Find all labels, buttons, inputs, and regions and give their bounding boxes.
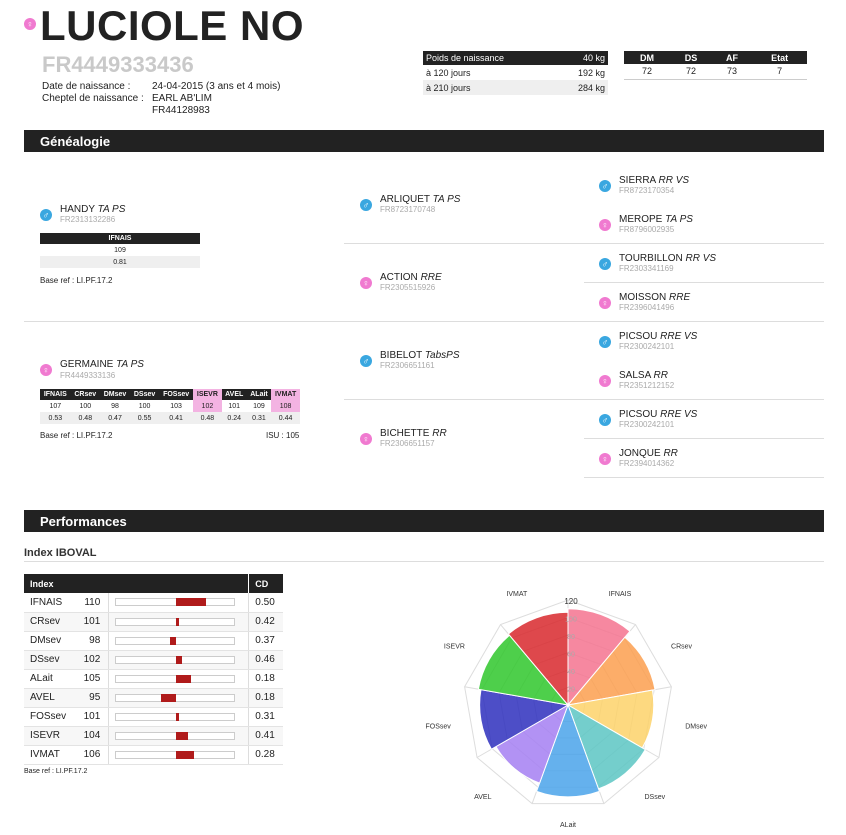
index-bar bbox=[109, 593, 249, 612]
birth-herd-id: FR44128983 bbox=[152, 105, 210, 116]
grandparent-name-id: FR8723170748 bbox=[380, 205, 436, 214]
sire-id: FR2313132286 bbox=[60, 215, 116, 224]
index-bar-fill bbox=[176, 598, 206, 606]
index-label: DSsev bbox=[24, 650, 75, 669]
dam-index-col: DSsev bbox=[130, 389, 159, 400]
dam-index-col: AVEL bbox=[222, 389, 247, 400]
female-icon: ♀ bbox=[599, 453, 611, 465]
divider bbox=[584, 321, 824, 322]
index-label: AVEL bbox=[24, 688, 75, 707]
great-grandparent-name-id: FR8723170354 bbox=[619, 186, 675, 195]
index-value: 72 bbox=[624, 64, 670, 79]
great-grandparent-name-id: FR2351212152 bbox=[619, 381, 675, 390]
index-bar-fill bbox=[176, 713, 179, 721]
weight-row-value: 284 kg bbox=[556, 80, 608, 95]
category-label: AVEL bbox=[474, 794, 492, 802]
grandparent-name[interactable]: ARLIQUET TA PS bbox=[380, 194, 461, 205]
category-label: DSsev bbox=[644, 794, 666, 802]
dam-index-cd: 0.47 bbox=[100, 412, 130, 424]
sire-name[interactable]: HANDY TA PS bbox=[60, 204, 126, 215]
female-icon: ♀ bbox=[599, 219, 611, 231]
great-grandparent-name[interactable]: PICSOU RRE VS bbox=[619, 409, 698, 420]
birth-date-value: 24-04-2015 (3 ans et 4 mois) bbox=[152, 81, 281, 92]
great-grandparent-name[interactable]: SALSA RR bbox=[619, 370, 668, 381]
index-value: 73 bbox=[712, 64, 752, 79]
great-grandparent-name[interactable]: TOURBILLON RR VS bbox=[619, 253, 717, 264]
index-cd: 0.42 bbox=[249, 612, 283, 631]
radial-tick-label: 40 bbox=[567, 669, 575, 676]
great-grandparent-name[interactable]: JONQUE RR bbox=[619, 448, 678, 459]
animal-id: FR4449333436 bbox=[42, 52, 194, 77]
divider bbox=[584, 282, 824, 283]
index-bar-fill bbox=[161, 694, 176, 702]
index-bar bbox=[109, 612, 249, 631]
cd-header: CD bbox=[249, 574, 283, 593]
iboval-row bbox=[24, 745, 283, 764]
index-value: 101 bbox=[75, 707, 108, 726]
index-col-header: DM bbox=[624, 51, 670, 64]
iboval-base-ref: Base ref : LI.PF.17.2 bbox=[24, 768, 88, 775]
male-icon: ♂ bbox=[599, 414, 611, 426]
dam-base-ref: Base ref : LI.PF.17.2 bbox=[40, 431, 113, 440]
iboval-row bbox=[24, 593, 283, 612]
radial-tick-label: 20 bbox=[567, 686, 575, 694]
index-bar-fill bbox=[170, 637, 176, 645]
male-icon: ♂ bbox=[599, 258, 611, 270]
animal-name: LUCIOLE NO bbox=[40, 2, 304, 49]
female-icon: ♀ bbox=[360, 277, 372, 289]
weight-row-label: à 120 jours bbox=[426, 67, 471, 78]
radial-tick-label: 100 bbox=[565, 616, 577, 624]
index-bar-fill bbox=[176, 751, 194, 759]
iboval-row bbox=[24, 669, 283, 688]
index-label: DMsev bbox=[24, 631, 75, 650]
dam-index-col: ALait bbox=[247, 389, 271, 400]
index-bar-track bbox=[115, 618, 235, 626]
weights-birth: 40 kg bbox=[556, 51, 608, 65]
birth-herd-value: EARL AB'LIM bbox=[152, 93, 212, 104]
great-grandparent-name-id: FR8796002935 bbox=[619, 225, 675, 234]
divider bbox=[584, 438, 824, 439]
index-label: ISEVR bbox=[24, 726, 75, 745]
divider bbox=[584, 399, 824, 400]
index-value: 101 bbox=[75, 612, 108, 631]
weights-title: Poids de naissance bbox=[423, 51, 556, 65]
index-cd: 0.46 bbox=[249, 650, 283, 669]
index-value: 105 bbox=[75, 669, 108, 688]
divider bbox=[24, 561, 824, 562]
index-bar-track bbox=[115, 751, 235, 759]
dam-index-col: IFNAIS bbox=[40, 389, 71, 400]
dam-index-col: FOSsev bbox=[159, 389, 193, 400]
female-icon: ♀ bbox=[599, 375, 611, 387]
weights-table bbox=[423, 51, 608, 95]
category-label: DMsev bbox=[685, 723, 707, 731]
grandparent-name[interactable]: BICHETTE RR bbox=[380, 428, 447, 439]
dam-index-value: 100 bbox=[79, 402, 92, 410]
index-bar bbox=[109, 650, 249, 669]
dam-index-col: CRsev bbox=[71, 389, 100, 400]
divider bbox=[584, 243, 824, 244]
female-icon: ♀ bbox=[24, 18, 36, 30]
category-label: ALait bbox=[560, 822, 576, 829]
index-value: 95 bbox=[75, 688, 108, 707]
iboval-title: Index IBOVAL bbox=[24, 547, 97, 559]
radial-tick-label: 60 bbox=[567, 651, 575, 659]
sire-ifnais-table bbox=[40, 233, 200, 268]
dam-index-cd: 0.31 bbox=[247, 412, 271, 424]
index-bar bbox=[109, 707, 249, 726]
dam-index-cd: 0.24 bbox=[222, 412, 247, 424]
male-icon: ♂ bbox=[599, 336, 611, 348]
dam-index-value: 109 bbox=[253, 402, 265, 410]
index-cd: 0.41 bbox=[249, 726, 283, 745]
grandparent-name-id: FR2306651161 bbox=[380, 361, 435, 370]
sire-base-ref: Base ref : LI.PF.17.2 bbox=[40, 276, 113, 285]
index-bar-track bbox=[115, 675, 235, 683]
index-cd: 0.28 bbox=[249, 745, 283, 764]
index-bar-fill bbox=[176, 618, 179, 626]
great-grandparent-name[interactable]: SIERRA RR VS bbox=[619, 175, 690, 186]
male-icon: ♂ bbox=[360, 199, 372, 211]
dam-isu: ISU : 105 bbox=[266, 431, 300, 440]
male-icon: ♂ bbox=[360, 355, 372, 367]
index-value: 72 bbox=[670, 64, 712, 79]
great-grandparent-name-id: FR2300242101 bbox=[619, 420, 675, 429]
iboval-row bbox=[24, 612, 283, 631]
great-grandparent-name[interactable]: MEROPE TA PS bbox=[619, 214, 693, 225]
iboval-row bbox=[24, 707, 283, 726]
dam-index-cd: 0.48 bbox=[71, 412, 100, 424]
index-value: 98 bbox=[75, 631, 108, 650]
index-bar bbox=[109, 745, 249, 764]
ifnais-value: 109 bbox=[114, 246, 126, 254]
index-col-header: DS bbox=[670, 51, 712, 64]
summary-index-table bbox=[624, 51, 807, 80]
ifnais-header: IFNAIS bbox=[40, 233, 200, 244]
grandparent-name-id: FR2305515926 bbox=[380, 283, 436, 292]
female-icon: ♀ bbox=[40, 364, 52, 376]
dam-index-value: 101 bbox=[228, 402, 241, 410]
index-cd: 0.31 bbox=[249, 707, 283, 726]
performances-section-header: Performances bbox=[24, 510, 824, 532]
index-bar-track bbox=[115, 656, 235, 664]
dam-index-col: DMsev bbox=[100, 389, 130, 400]
category-label: IVMAT bbox=[506, 591, 528, 599]
dam-index-value: 98 bbox=[111, 402, 119, 410]
great-grandparent-name-id: FR2300242101 bbox=[619, 342, 675, 351]
dam-index-value: 108 bbox=[271, 400, 300, 412]
divider bbox=[344, 243, 584, 244]
dam-index-cd: 0.53 bbox=[40, 412, 71, 424]
iboval-row bbox=[24, 650, 283, 669]
iboval-polar-chart bbox=[420, 585, 720, 829]
weight-row-value: 192 kg bbox=[577, 67, 605, 78]
divider bbox=[584, 477, 824, 478]
dam-index-cd: 0.41 bbox=[159, 412, 193, 424]
iboval-table bbox=[24, 574, 283, 765]
dam-index-value: 102 bbox=[193, 400, 221, 412]
dam-index-value: 100 bbox=[138, 402, 151, 410]
index-value: 106 bbox=[75, 745, 108, 764]
grandparent-name[interactable]: ACTION RRE bbox=[380, 272, 442, 283]
radial-tick-label: 120 bbox=[564, 597, 578, 606]
dam-id: FR4449333136 bbox=[60, 371, 116, 380]
index-cd: 0.18 bbox=[249, 669, 283, 688]
index-cd: 0.37 bbox=[249, 631, 283, 650]
ifnais-cd: 0.81 bbox=[40, 256, 200, 268]
dam-index-col: IVMAT bbox=[271, 389, 300, 400]
great-grandparent-name-id: FR2396041496 bbox=[619, 303, 675, 312]
index-label: FOSsev bbox=[24, 707, 75, 726]
dam-index-value: 107 bbox=[49, 402, 62, 410]
index-bar bbox=[109, 688, 249, 707]
birth-herd-label: Cheptel de naissance : bbox=[42, 93, 144, 104]
index-label: ALait bbox=[24, 669, 75, 688]
great-grandparent-name[interactable]: MOISSON RRE bbox=[619, 292, 691, 303]
grandparent-name[interactable]: BIBELOT TabsPS bbox=[380, 350, 460, 361]
index-label: IFNAIS bbox=[24, 593, 75, 612]
dam-index-col: ISEVR bbox=[193, 389, 221, 400]
index-col-header: AF bbox=[712, 51, 752, 64]
index-bar-track bbox=[115, 713, 235, 721]
grandparent-name-id: FR2306651157 bbox=[380, 439, 435, 448]
index-value: 7 bbox=[752, 64, 807, 79]
dam-index-cd: 0.44 bbox=[271, 412, 300, 424]
male-icon: ♂ bbox=[599, 180, 611, 192]
index-bar-track bbox=[115, 637, 235, 645]
dam-index-table bbox=[40, 389, 300, 424]
index-label: CRsev bbox=[24, 612, 75, 631]
dam-index-cd: 0.55 bbox=[130, 412, 159, 424]
index-bar-fill bbox=[176, 732, 188, 740]
dam-index-value: 103 bbox=[170, 402, 182, 410]
dam-name[interactable]: GERMAINE TA PS bbox=[60, 359, 144, 370]
genealogy-section-header: Généalogie bbox=[24, 130, 824, 152]
iboval-row bbox=[24, 726, 283, 745]
female-icon: ♀ bbox=[599, 297, 611, 309]
category-label: CRsev bbox=[671, 643, 693, 651]
index-bar-track bbox=[115, 598, 235, 606]
index-bar-track bbox=[115, 694, 235, 702]
radial-tick-label: 80 bbox=[567, 634, 575, 641]
index-cd: 0.18 bbox=[249, 688, 283, 707]
category-label: IFNAIS bbox=[608, 591, 632, 599]
great-grandparent-name-id: FR2303341169 bbox=[619, 264, 674, 273]
index-value: 104 bbox=[75, 726, 108, 745]
iboval-row bbox=[24, 631, 283, 650]
great-grandparent-name[interactable]: PICSOU RRE VS bbox=[619, 331, 698, 342]
index-bar-fill bbox=[176, 656, 182, 664]
index-cd: 0.50 bbox=[249, 593, 283, 612]
male-icon: ♂ bbox=[40, 209, 52, 221]
index-bar-fill bbox=[176, 675, 191, 683]
index-value: 102 bbox=[75, 650, 108, 669]
divider bbox=[344, 399, 584, 400]
great-grandparent-name-id: FR2394014362 bbox=[619, 459, 675, 468]
index-bar bbox=[109, 631, 249, 650]
index-label: IVMAT bbox=[24, 745, 75, 764]
index-bar bbox=[109, 669, 249, 688]
category-label: ISEVR bbox=[443, 643, 465, 651]
index-value: 110 bbox=[75, 593, 108, 612]
dam-index-cd: 0.48 bbox=[193, 412, 221, 424]
weight-row-label: à 210 jours bbox=[423, 80, 556, 95]
category-label: FOSsev bbox=[425, 723, 451, 731]
index-header: Index bbox=[24, 574, 249, 593]
index-bar bbox=[109, 726, 249, 745]
iboval-row bbox=[24, 688, 283, 707]
index-col-header: Etat bbox=[752, 51, 807, 64]
index-bar-track bbox=[115, 732, 235, 740]
birth-date-label: Date de naissance : bbox=[42, 81, 131, 92]
female-icon: ♀ bbox=[360, 433, 372, 445]
